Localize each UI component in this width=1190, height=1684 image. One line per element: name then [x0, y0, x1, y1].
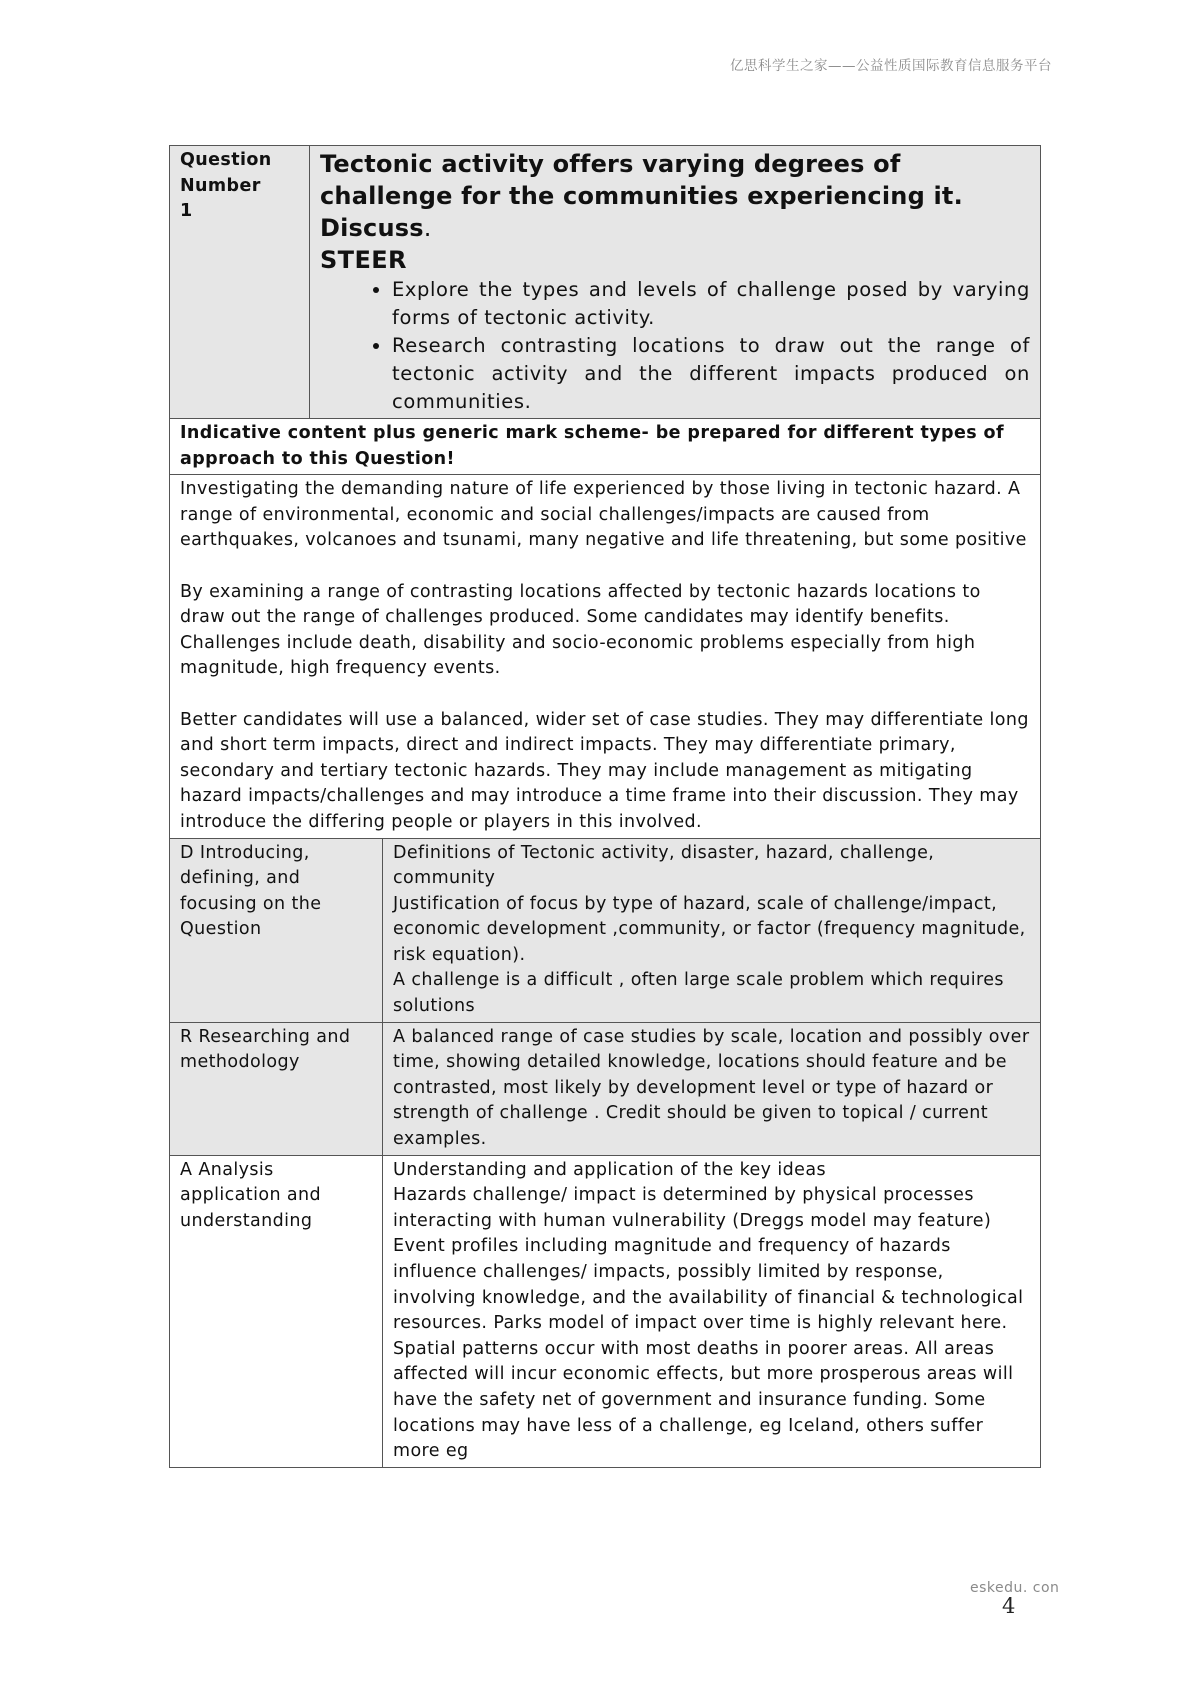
criterion-line: Event profiles including magnitude and frequency of hazards influence challenges/ impacts, possibly limited by response, involving knowledge, and the availability of financial & technological resources. Parks model of impact over time is highly relevant here. Spatial patterns occur with most deaths in poorer areas. All areas affected will incur economic effects, but more prosperous areas will have the safety net of government and insurance funding. Some locations may have less of a challenge, eg Iceland, others suffer more eg	[393, 1236, 1024, 1462]
question-row	[170, 146, 1041, 419]
criterion-line: Definitions of Tectonic activity, disaster, hazard, challenge, community	[393, 842, 935, 889]
question-number-cell	[170, 146, 310, 419]
indicative-content-row	[170, 475, 1041, 838]
question-text-cell	[310, 146, 1041, 419]
criterion-row-a	[170, 1155, 1041, 1467]
steer-bullet: • Research contrasting locations to draw out the range of tectonic activity and the different impacts produced on communities.	[392, 332, 1030, 416]
indicative-heading: Indicative content plus generic mark scheme- be prepared for different types of approach to this Question!	[170, 419, 1041, 475]
criterion-row-r	[170, 1022, 1041, 1155]
indicative-heading-row	[170, 419, 1041, 475]
question-title-end: .	[423, 214, 432, 242]
question-label-line: Question	[180, 150, 272, 170]
criterion-line: Understanding and application of the key ideas	[393, 1159, 826, 1180]
intro-paragraph: Better candidates will use a balanced, wider set of case studies. They may differentiate long and short term impacts, direct and indirect impacts. They may differentiate primary, secondary and tertiary tectonic hazards. They may include management as mitigating hazard impacts/challenges and may introduce a time frame into their discussion. They may introduce the differing people or players in this involved.	[180, 709, 1029, 832]
mark-scheme-table	[169, 145, 1041, 1468]
question-title	[320, 148, 1030, 244]
criterion-line: Hazards challenge/ impact is determined by physical processes interacting with human vulnerability (Dreggs model may feature)	[393, 1185, 992, 1231]
criterion-line: A balanced range of case studies by scale, location and possibly over time, showing detailed knowledge, locations should feature and be contrasted, most likely by development level or type of hazard or strength of challenge . Credit should be given to topical / current examples.	[393, 1026, 1030, 1150]
steer-label: STEER	[320, 246, 407, 274]
criterion-content	[383, 838, 1041, 1022]
header-note: 亿思科学生之家——公益性质国际教育信息服务平台	[730, 58, 1052, 74]
steer-bullet: • Explore the types and levels of challenge posed by varying forms of tectonic activity.	[392, 276, 1030, 332]
steer-bullets	[320, 276, 1030, 416]
criterion-content	[383, 1022, 1041, 1155]
criterion-row-d	[170, 838, 1041, 1022]
criterion-label: R Researching and methodology	[170, 1022, 383, 1155]
question-title-main: Tectonic activity offers varying degrees of challenge for the communities experiencing it. Discuss	[320, 150, 963, 242]
criterion-content	[383, 1155, 1041, 1467]
intro-paragraph: Investigating the demanding nature of life experienced by those living in tectonic hazard. A range of environmental, economic and social challenges/impacts are caused from earthquakes, volcanoes and tsunami, many negative and life threatening, but some positive	[180, 479, 1027, 551]
intro-paragraph: By examining a range of contrasting locations affected by tectonic hazards locations to draw out the range of challenges produced. Some candidates may identify benefits. Challenges include death, disability and socio-economic problems especially from high magnitude, high frequency events.	[180, 581, 981, 679]
question-number: 1	[180, 201, 193, 222]
page-number: 4	[1002, 1594, 1016, 1618]
criterion-line: Justification of focus by type of hazard, scale of challenge/impact, economic development ,community, or factor (frequency magnitude, risk equation).	[393, 893, 1026, 965]
question-label-line: Number	[180, 175, 261, 196]
footer-site: eskedu. con	[970, 1580, 1060, 1596]
criterion-label: D Introducing, defining, and focusing on the Question	[170, 838, 383, 1022]
indicative-content	[170, 475, 1041, 838]
criterion-label: A Analysis application and understanding	[170, 1155, 383, 1467]
criterion-line: A challenge is a difficult , often large scale problem which requires solutions	[393, 970, 1004, 1017]
